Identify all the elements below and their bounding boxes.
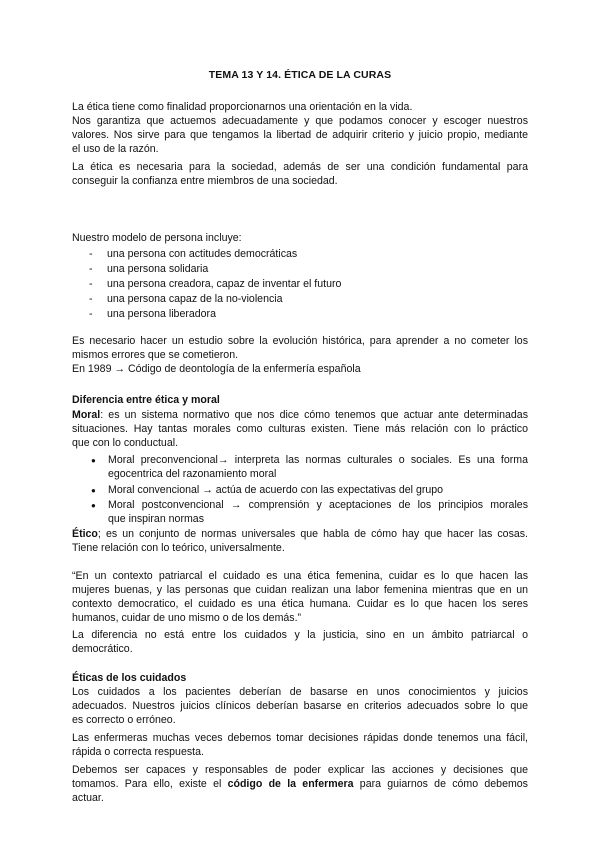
bullet-text: Moral postconvencional → comprensión y aceptaciones de los principios morales	[108, 499, 528, 511]
etico-definition-line: Tiene relación con lo teórico, universalmente.	[72, 542, 285, 554]
dash-marker: -	[89, 263, 93, 275]
list-item: una persona creadora, capaz de inventar el futuro	[107, 278, 342, 290]
cuidados-line: actuar.	[72, 792, 104, 804]
bullet-icon: ●	[91, 486, 96, 495]
dash-marker: -	[89, 248, 93, 260]
quote-line: humanos, cuidar de uno mismo o de los demás.”	[72, 612, 302, 624]
cuidados-line: rápida o correcta respuesta.	[72, 746, 204, 758]
bullet-text: Moral preconvencional→ interpreta las normas culturales o sociales. Es una forma	[108, 454, 528, 466]
intro-line: La ética tiene como finalidad proporcionarnos una orientación en la vida.	[72, 101, 413, 113]
cuidados-line: es correcto o erróneo.	[72, 714, 176, 726]
codigo-enfermera-term: código de la enfermera	[227, 778, 354, 790]
quote-line: contexto democratico, el cuidado es una ética humana. Cuidar es lo que hacen los seres	[72, 598, 528, 610]
intro-line: La ética es necesaria para la sociedad, además de ser una condición fundamental para	[72, 161, 528, 173]
intro-line: el uso de la razón.	[72, 143, 159, 155]
intro-line: Nos garantiza que actuemos adecuadamente y que podamos conocer y escoger nuestros	[72, 115, 528, 127]
section-heading-diferencia: Diferencia entre ética y moral	[72, 394, 220, 406]
quote-line: mujeres buenas, y las personas que cuidan realizan una labor femenina mientras que en un	[72, 584, 528, 596]
cuidados-line: Debemos ser capaces y responsables de poder explicar las acciones y decisiones que	[72, 764, 528, 776]
moral-definition-line: Moral: es un sistema normativo que nos dice cómo tenemos que actuar ante determinadas	[72, 409, 528, 421]
bullet-text: que inspiran normas	[108, 513, 204, 525]
list-item: una persona solidaria	[107, 263, 209, 275]
moral-definition-line: que con lo conductual.	[72, 437, 179, 449]
quote-line: La diferencia no está entre los cuidados y la justicia, sino en un ámbito patriarcal o	[72, 629, 528, 641]
cuidados-line: adecuados. Nuestros juicios clínicos deberían basarse en criterios adecuados sobre lo que	[72, 700, 528, 712]
historia-line: Es necesario hacer un estudio sobre la evolución histórica, para aprender a no cometer los	[72, 335, 528, 347]
list-item: una persona capaz de la no-violencia	[107, 293, 283, 305]
historia-line: En 1989 → Código de deontología de la enfermería española	[72, 363, 361, 375]
quote-line: democrático.	[72, 643, 133, 655]
intro-line: conseguir la confianza entre miembros de una sociedad.	[72, 175, 338, 187]
cuidados-line: Las enfermeras muchas veces debemos tomar decisiones rápidas donde tenemos una fácil,	[72, 732, 528, 744]
quote-line: “En un contexto patriarcal el cuidado es una ética femenina, cuidar es lo que hacen las	[72, 570, 528, 582]
bullet-text: Moral convencional → actúa de acuerdo con las expectativas del grupo	[108, 484, 444, 496]
section-heading-cuidados: Éticas de los cuidados	[72, 672, 187, 684]
dash-marker: -	[89, 308, 93, 320]
moral-definition-line: situaciones. Hay tantas morales como culturas existen. Tiene más relación con lo práctico	[72, 423, 528, 435]
dash-marker: -	[89, 278, 93, 290]
cuidados-line: tomamos. Para ello, existe el código de la enfermera para guiarnos de cómo debemos	[72, 778, 528, 790]
etico-term: Ético	[72, 528, 98, 540]
moral-term: Moral	[72, 409, 101, 421]
list-item: una persona liberadora	[107, 308, 216, 320]
modelo-heading: Nuestro modelo de persona incluye:	[72, 232, 242, 244]
list-item: una persona con actitudes democráticas	[107, 248, 298, 260]
cuidados-line: Los cuidados a los pacientes deberían de basarse en unos conocimientos y juicios	[72, 686, 528, 698]
bullet-icon: ●	[91, 501, 96, 510]
bullet-text: egocentrica del razonamiento moral	[108, 468, 277, 480]
dash-marker: -	[89, 293, 93, 305]
page-title: TEMA 13 Y 14. ÉTICA DE LA CURAS	[208, 69, 392, 81]
bullet-icon: ●	[91, 456, 96, 465]
intro-line: valores. Nos sirve para que tengamos la libertad de adquirir criterio y juicio propio, mediante	[72, 129, 528, 141]
historia-line: mismos errores que se cometieron.	[72, 349, 239, 361]
etico-definition-line: Ético; es un conjunto de normas universales que habla de cómo hay que hacer las cosas.	[72, 528, 528, 540]
